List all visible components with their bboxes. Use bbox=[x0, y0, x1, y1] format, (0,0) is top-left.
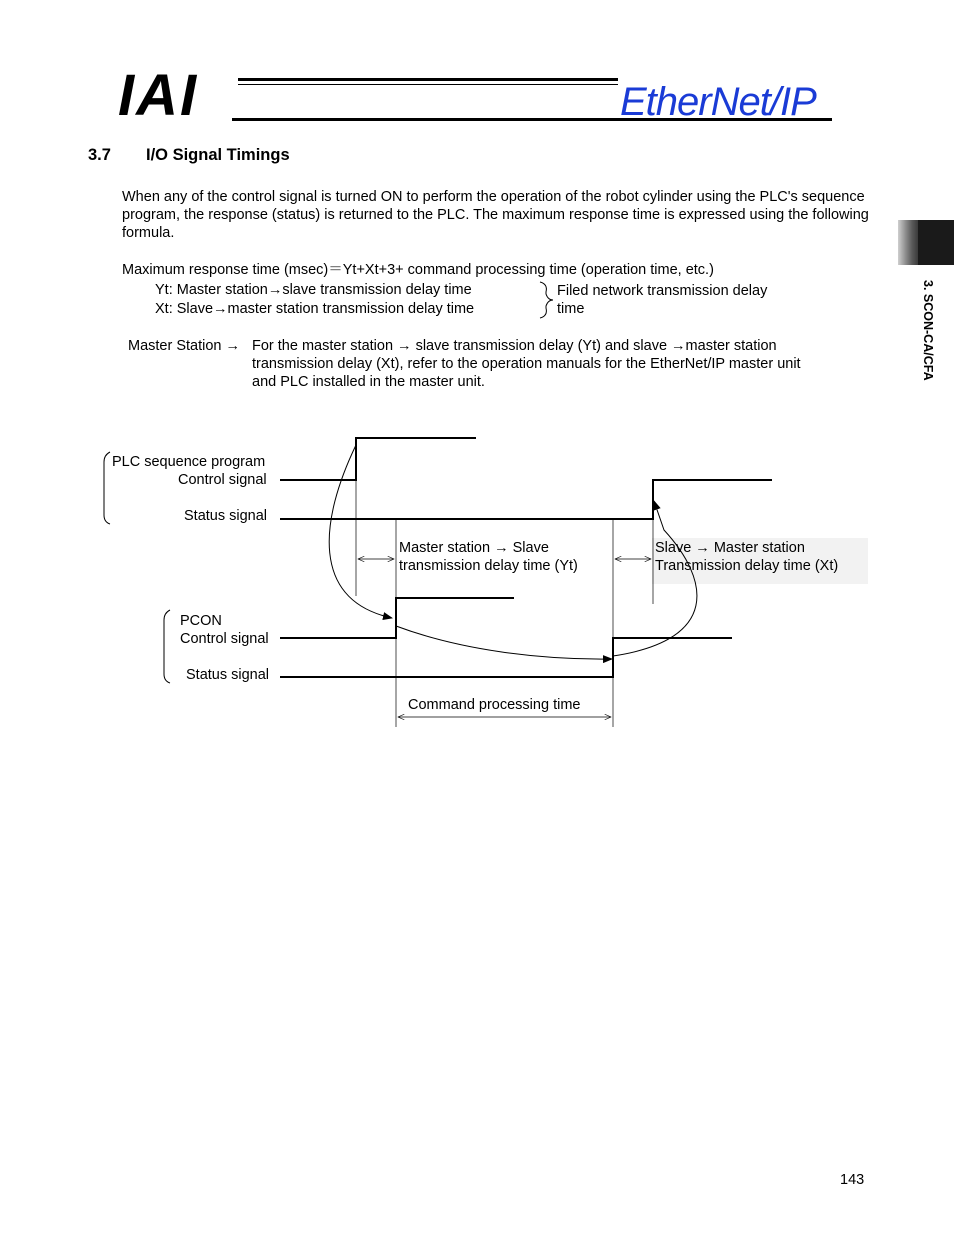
iai-logo: IAI bbox=[118, 63, 199, 128]
pcon-status-label: Status signal bbox=[186, 667, 270, 683]
ethernet-ip-logo: EtherNet/IP bbox=[620, 80, 816, 124]
formula-yt: Yt: Master station→slave transmission delay time bbox=[155, 282, 472, 298]
xt-label-line2: Transmission delay time (Xt) bbox=[655, 558, 839, 574]
plc-status-label: Status signal bbox=[184, 508, 268, 524]
pcon-status-waveform bbox=[280, 638, 732, 677]
note-line3: and PLC installed in the master unit. bbox=[252, 374, 485, 390]
pcon-control-label: Control signal bbox=[180, 631, 269, 647]
plc-bracket bbox=[104, 452, 110, 524]
pcon-control-waveform bbox=[280, 598, 514, 638]
xt-label-line1: Slave → Master station bbox=[655, 540, 805, 556]
note-line2: transmission delay (Xt), refer to the operation manuals for the EtherNet/IP master unit bbox=[252, 356, 801, 372]
pcon-title: PCON bbox=[180, 613, 222, 629]
flow-arrow-plc-to-pcon bbox=[329, 445, 392, 618]
plc-control-waveform bbox=[280, 438, 476, 480]
flow-arrow-pcon-to-plc bbox=[613, 501, 697, 656]
side-tab-label: 3. SCON-CA/CFA bbox=[921, 280, 935, 381]
formula-line: Maximum response time (msec)＝Yt+Xt+3+ command processing time (operation time, etc.) bbox=[122, 262, 714, 278]
yt-label-line1: Master station → Slave bbox=[399, 540, 549, 556]
page-number: 143 bbox=[840, 1172, 865, 1188]
note-line1: For the master station → slave transmission delay (Yt) and slave →master station bbox=[252, 338, 777, 354]
formula-brace bbox=[540, 282, 553, 318]
command-processing-label: Command processing time bbox=[408, 697, 581, 713]
plc-title: PLC sequence program bbox=[112, 454, 266, 470]
pcon-bracket bbox=[164, 610, 170, 683]
intro-paragraph: When any of the control signal is turned ON to perform the operation of the robot cylinder using the PLC's sequence program, the response (status) is returned to the PLC. The maximum response time is expressed using the following formula. bbox=[122, 189, 869, 241]
brace-note-line1: Filed network transmission delay bbox=[557, 283, 768, 299]
section-title: I/O Signal Timings bbox=[146, 146, 290, 164]
note-label: Master Station → bbox=[128, 338, 241, 354]
formula-xt: Xt: Slave→master station transmission delay time bbox=[155, 301, 475, 317]
plc-status-waveform bbox=[280, 480, 772, 519]
section-number: 3.7 bbox=[88, 146, 111, 164]
brace-note-line2: time bbox=[557, 301, 585, 317]
plc-control-label: Control signal bbox=[178, 472, 267, 488]
yt-label-line2: transmission delay time (Yt) bbox=[399, 558, 578, 574]
flow-arrow-pcon-ctrl-to-status bbox=[396, 626, 612, 659]
